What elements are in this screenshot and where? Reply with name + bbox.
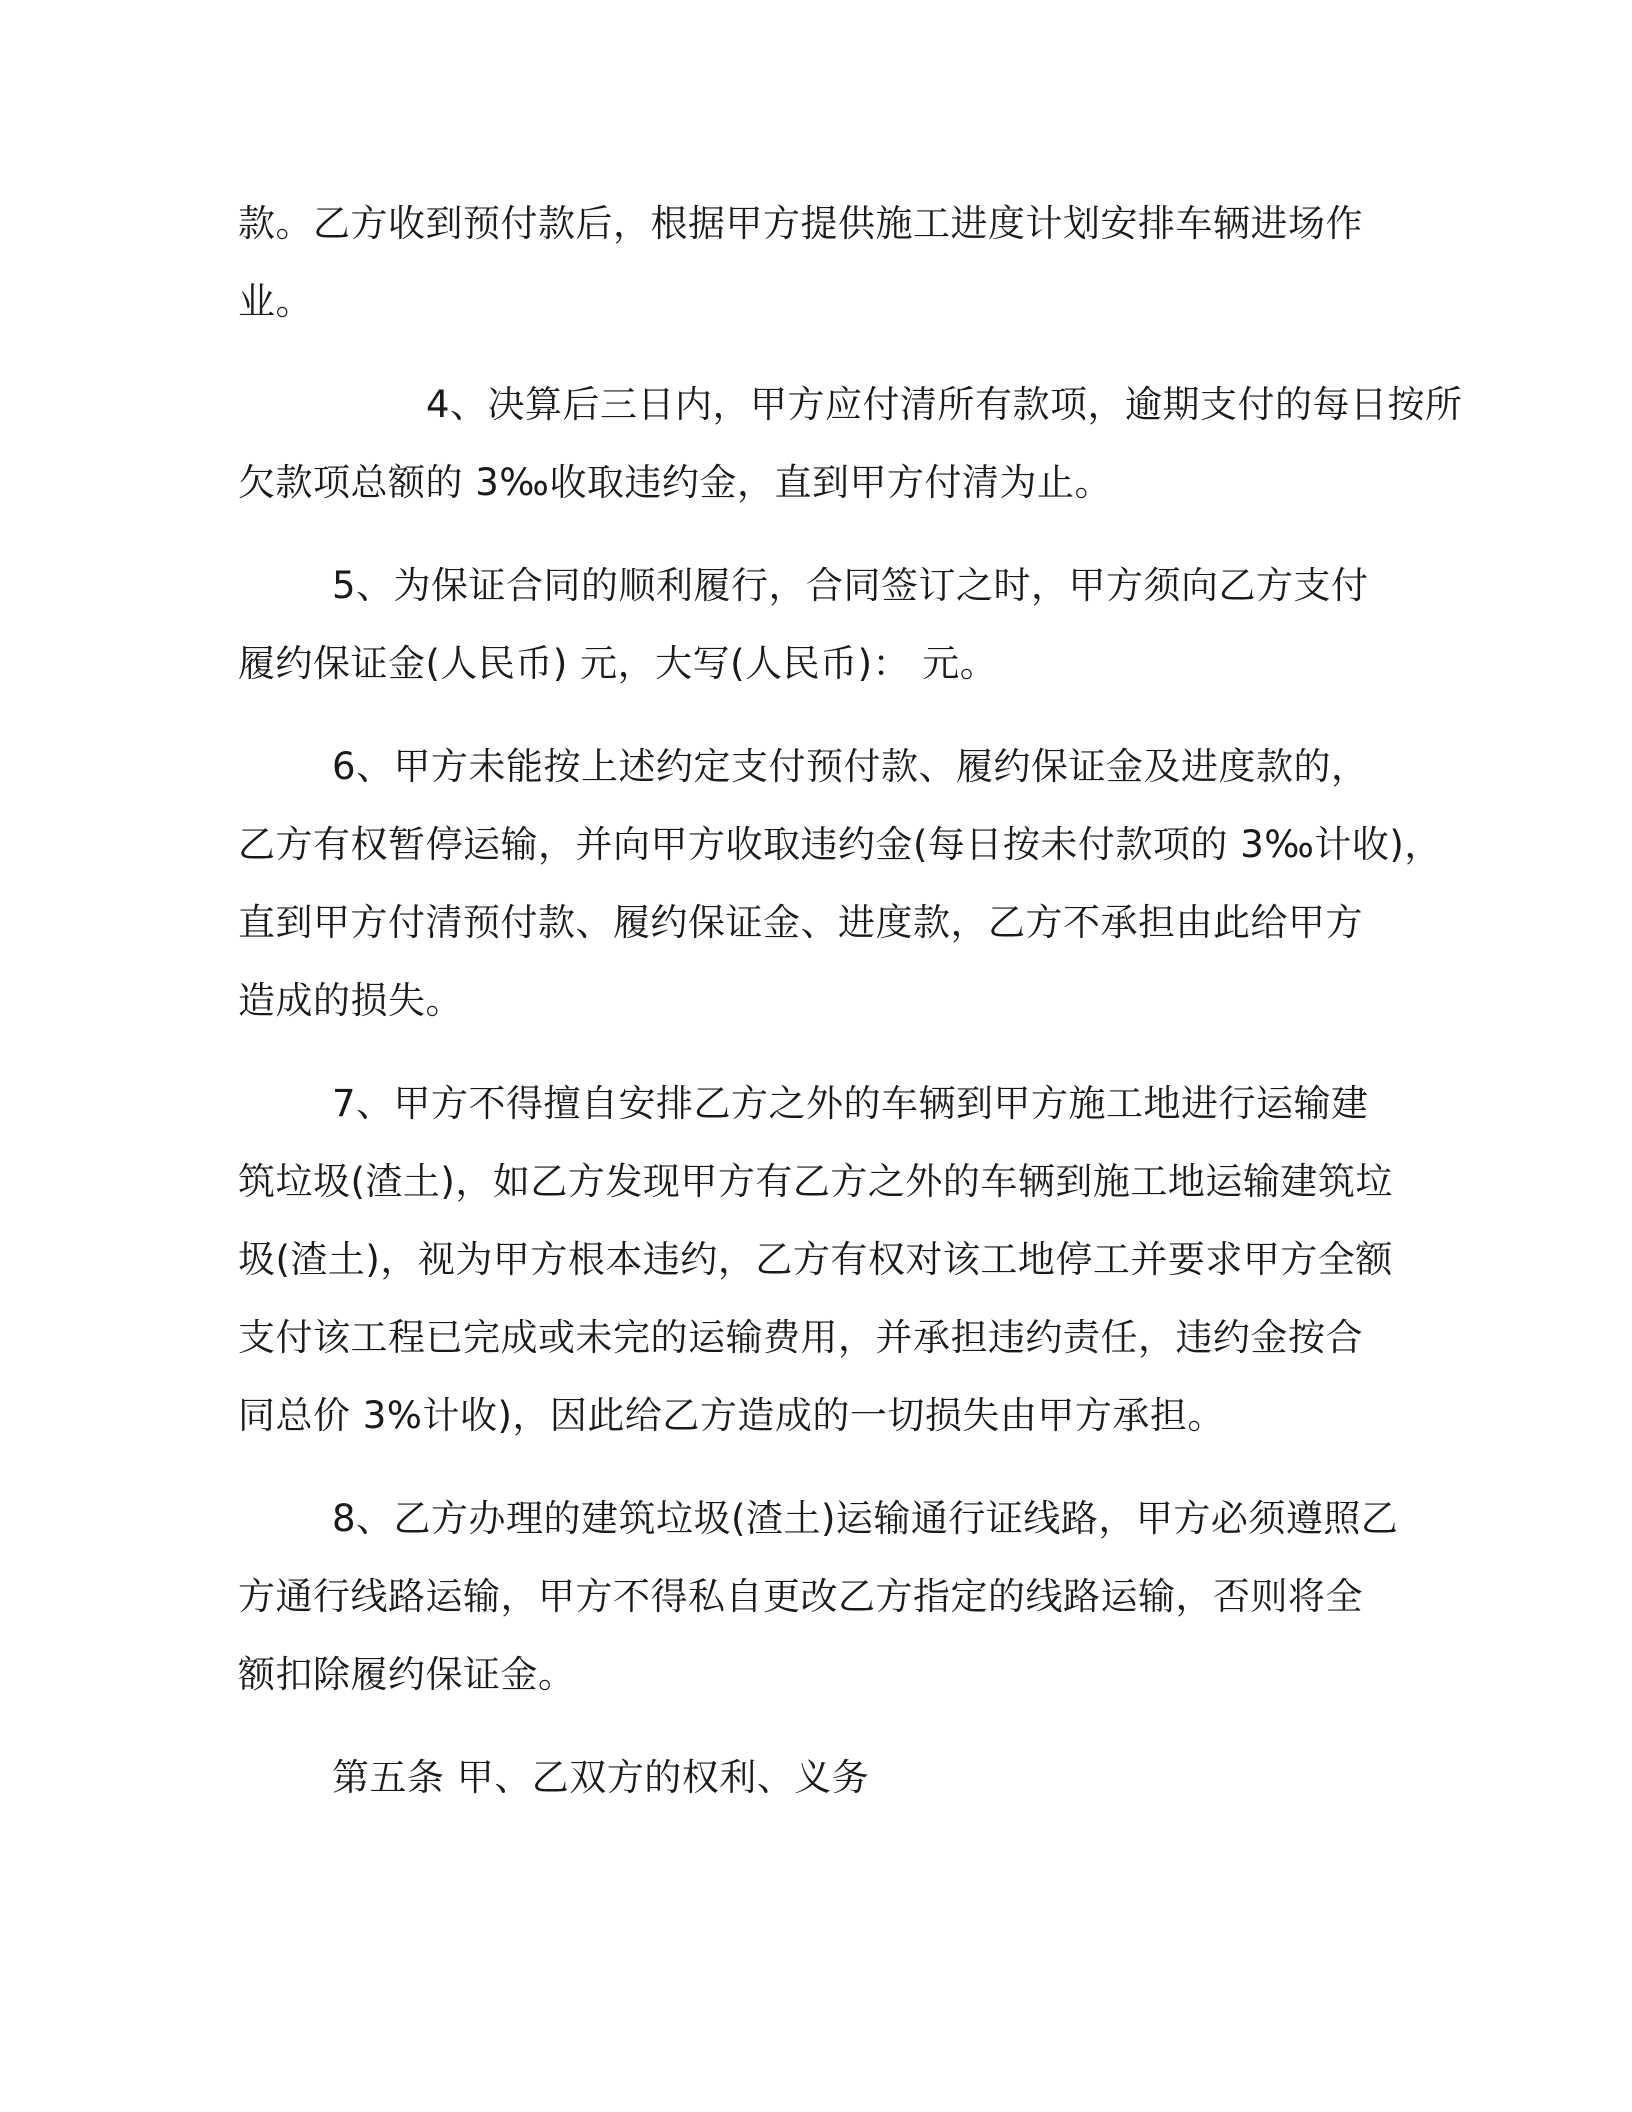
text-line: 直到甲方付清预付款、履约保证金、进度款，乙方不承担由此给甲方 — [238, 901, 1363, 944]
paragraph-clause-5 — [238, 547, 1404, 703]
section-heading: 第五条 甲、乙双方的权利、义务 — [332, 1756, 870, 1799]
paragraph-continuation — [238, 185, 1404, 341]
text-line: 履约保证金(人民币) 元，大写(人民币)： 元。 — [238, 642, 998, 685]
article-5-heading — [238, 1739, 1404, 1817]
text-line: 造成的损失。 — [238, 979, 463, 1022]
text-line: 支付该工程已完成或未完的运输费用，并承担违约责任，违约金按合 — [238, 1316, 1363, 1359]
text-line: 8、乙方办理的建筑垃圾(渣土)运输通行证线路，甲方必须遵照乙 — [332, 1497, 1399, 1540]
text-line: 5、为保证合同的顺利履行，合同签订之时，甲方须向乙方支付 — [332, 564, 1369, 607]
text-line: 乙方有权暂停运输，并向甲方收取违约金(每日按未付款项的 3‰计收)， — [238, 823, 1442, 866]
paragraph-clause-7 — [238, 1065, 1404, 1455]
text-line: 7、甲方不得擅自安排乙方之外的车辆到甲方施工地进行运输建 — [332, 1082, 1369, 1125]
paragraph-clause-6 — [238, 728, 1442, 1040]
text-line: 款。乙方收到预付款后，根据甲方提供施工进度计划安排车辆进场作 — [238, 202, 1363, 245]
text-line: 同总价 3%计收)，因此给乙方造成的一切损失由甲方承担。 — [238, 1394, 1225, 1437]
text-line: 业。 — [238, 280, 313, 323]
paragraph-clause-8 — [238, 1480, 1404, 1714]
text-line: 欠款项总额的 3‰收取违约金，直到甲方付清为止。 — [238, 461, 1112, 504]
document-body — [238, 185, 1463, 1842]
text-line: 6、甲方未能按上述约定支付预付款、履约保证金及进度款的， — [332, 745, 1369, 788]
text-line: 圾(渣土)，视为甲方根本违约，乙方有权对该工地停工并要求甲方全额 — [238, 1238, 1393, 1281]
text-line: 额扣除履约保证金。 — [238, 1653, 576, 1696]
text-line: 4、决算后三日内，甲方应付清所有款项，逾期支付的每日按所 — [426, 383, 1463, 426]
text-line: 方通行线路运输，甲方不得私自更改乙方指定的线路运输，否则将全 — [238, 1575, 1363, 1618]
text-line: 筑垃圾(渣土)，如乙方发现甲方有乙方之外的车辆到施工地运输建筑垃 — [238, 1160, 1393, 1203]
paragraph-clause-4 — [238, 366, 1463, 522]
